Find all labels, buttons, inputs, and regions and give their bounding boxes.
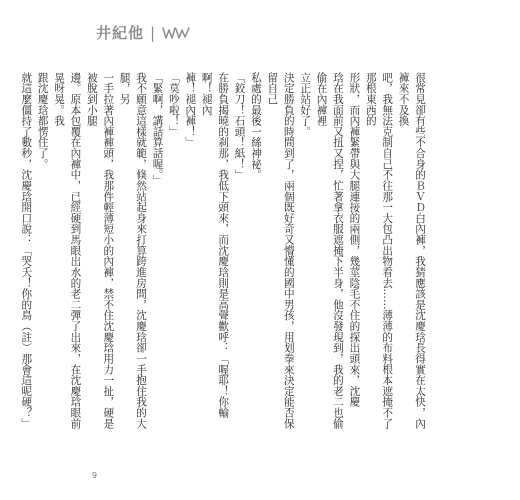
header-separator: | bbox=[150, 23, 156, 42]
text-column: 褲！褪內褲！」 bbox=[184, 72, 197, 148]
text-column: 決定勝負的時間到了，兩個既好奇又懵懂的國中男孩，用划拳來決定能否保留自己 bbox=[266, 72, 295, 429]
text-column: 「鉸刀！石頭！紙！」 bbox=[233, 72, 246, 181]
page-number: 9 bbox=[92, 471, 98, 480]
vertical-body-text bbox=[20, 72, 428, 432]
text-column: 一手拉著內褲褲頭，我那件輕薄短小的內褲，禁不住沈慶琀用力一扯，硬是被脫到小腿 bbox=[85, 72, 115, 429]
text-column: 「緊啊，講話算話喔。」 bbox=[151, 72, 164, 186]
text-column: 立正站好了。 bbox=[299, 72, 312, 137]
text-column: 我不願意這樣就範，倏然站起身來打算跨進房間，沈慶琀卻一手抱住我的大腿，另 bbox=[118, 72, 148, 429]
text-column: 在勝負揭曉的刹那，我低下頭來，而沈慶琀則是高聲歡呼：「喔耶！你輸啊！褪內 bbox=[200, 72, 230, 418]
text-column: 跟沈慶琀都愣住了。 bbox=[36, 72, 49, 170]
text-column: 「莫吵啦！」 bbox=[167, 72, 180, 137]
handwritten-logo-icon bbox=[161, 25, 191, 41]
text-column: 邊。原本包覆在內褲中，已經硬到馬眼出水的老二彈了出來，在沈慶琀眼前晃呀晃。我 bbox=[53, 72, 82, 429]
text-column: 就這麼僵持了數秒，沈慶琀開口說：「哭夭！你的鳥（註）那會這呢硬？」 bbox=[20, 72, 33, 429]
text-column: 形狀，而內褲緊帶與大腿連接的兩側，幾莖陰毛不住的探出頭來，沈慶 bbox=[348, 72, 361, 408]
text-column: 吧，我無法克制自己不往那一大包凸出物看去……薄薄的布料根本遮掩不了那根東西的 bbox=[364, 72, 394, 429]
text-column: 琀在我面前又扭又捏，忙著拿衣服遮掩下半身，他沒發現到，我的老二也偷偷在內褲裡 bbox=[315, 72, 344, 429]
text-column: 很常見卻有些不合身的ＢＶＤ白內褲，我猜應該是沈慶琀長得實在太快，內褲來不及換 bbox=[397, 72, 426, 429]
book-title: 井紀他 bbox=[96, 24, 145, 42]
running-header bbox=[96, 22, 191, 43]
text-column: 私處的最後一絲神祕。 bbox=[249, 72, 262, 181]
